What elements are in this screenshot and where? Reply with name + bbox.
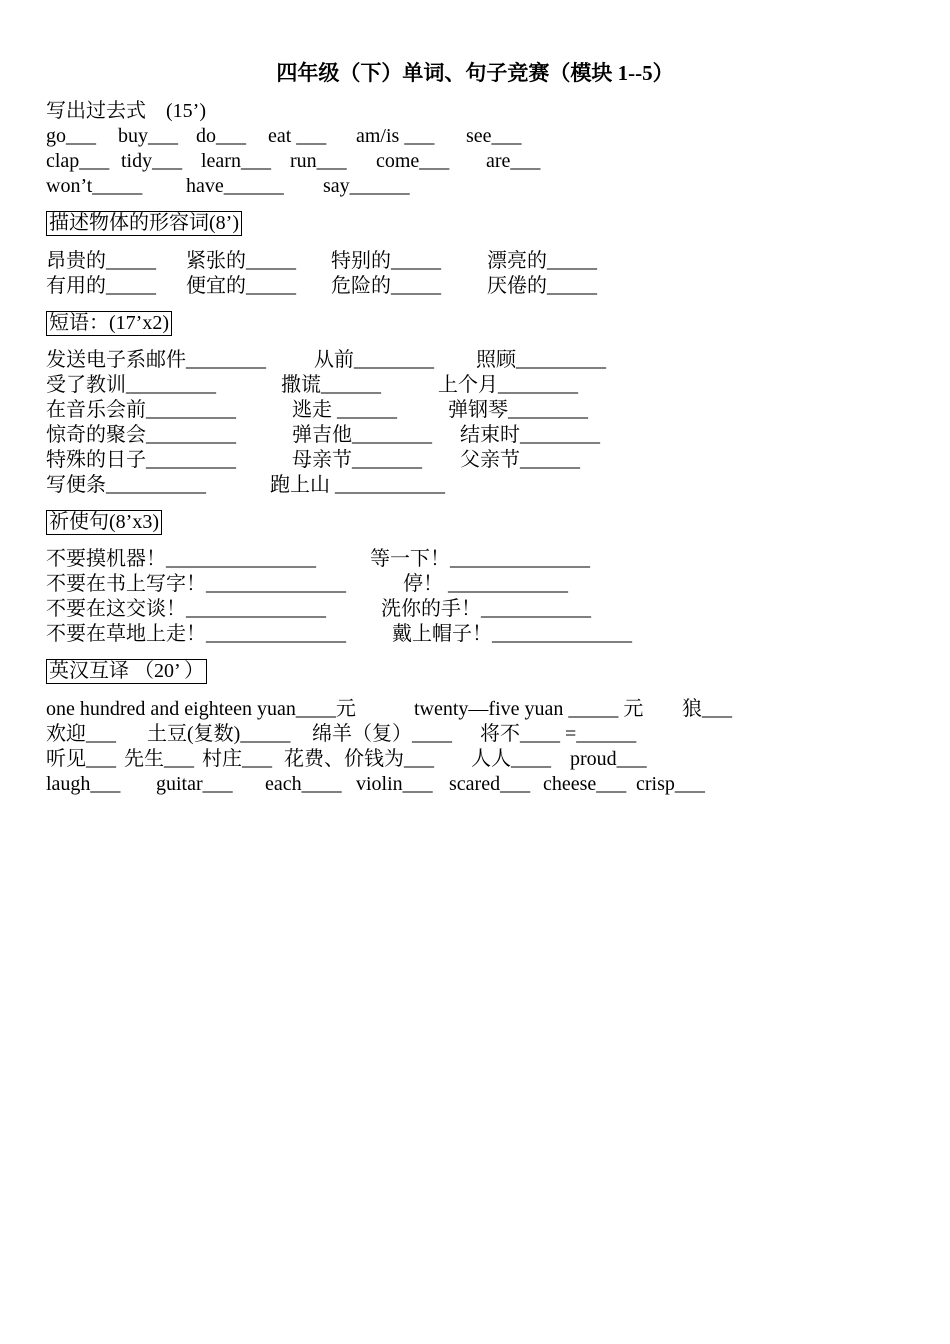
phrase-item: 写便条__________ xyxy=(46,474,206,496)
sentence-item: 不要摸机器！_______________ xyxy=(46,548,316,570)
word-item: do___ xyxy=(196,125,246,147)
translation-item: guitar___ xyxy=(156,773,233,795)
phrase-item: 弹钢琴________ xyxy=(448,399,588,421)
imperatives-row-2 xyxy=(46,572,568,597)
translation-item: 欢迎___ xyxy=(46,723,116,745)
translation-item: proud___ xyxy=(570,748,647,770)
phrase-item: 照顾_________ xyxy=(476,349,606,371)
phrase-item: 在音乐会前_________ xyxy=(46,399,236,421)
translation-item: 花费、价钱为___ xyxy=(284,748,434,770)
phrase-item: 发送电子系邮件________ xyxy=(46,349,266,371)
translation-row-2 xyxy=(46,722,637,747)
phrase-item: 惊奇的聚会_________ xyxy=(46,424,236,446)
imperatives-row-3 xyxy=(46,597,591,622)
past-tense-row-1 xyxy=(46,124,522,149)
sentence-item: 等一下！______________ xyxy=(370,548,590,570)
word-item: 昂贵的_____ xyxy=(46,250,156,272)
past-tense-row-3 xyxy=(46,174,410,199)
translation-item: scared___ xyxy=(449,773,531,795)
translation-item: violin___ xyxy=(356,773,433,795)
word-item: buy___ xyxy=(118,125,178,147)
phrase-item: 父亲节______ xyxy=(460,449,580,471)
translation-row-3 xyxy=(46,747,647,772)
phrases-row-2 xyxy=(46,373,578,398)
translation-item: 先生___ xyxy=(124,748,194,770)
word-item: tidy___ xyxy=(121,150,183,172)
sentence-item: 不要在这交谈！______________ xyxy=(46,598,326,620)
imperatives-heading: 祈使句(8’x3) xyxy=(46,510,162,535)
translation-item: 人人____ xyxy=(471,748,551,770)
phrases-row-6 xyxy=(46,473,445,498)
word-item: 紧张的_____ xyxy=(186,250,296,272)
sentence-item: 戴上帽子！______________ xyxy=(392,623,632,645)
word-item: 危险的_____ xyxy=(331,275,441,297)
translation-item: twenty—five yuan _____ 元 xyxy=(414,698,644,720)
word-item: 漂亮的_____ xyxy=(487,250,597,272)
phrases-heading: 短语：(17’x2) xyxy=(46,311,172,336)
translation-item: 绵羊（复）____ xyxy=(312,723,452,745)
translation-item: one hundred and eighteen yuan____元 xyxy=(46,698,356,720)
phrases-row-5 xyxy=(46,448,580,473)
phrase-item: 受了教训_________ xyxy=(46,374,216,396)
translation-heading: 英汉互译 （20’ ） xyxy=(46,659,207,684)
phrases-row-1 xyxy=(46,348,606,373)
word-item: am/is ___ xyxy=(356,125,435,147)
phrases-row-3 xyxy=(46,398,588,423)
translation-item: laugh___ xyxy=(46,773,121,795)
page-title: 四年级（下）单词、句子竞赛（模块 1--5） xyxy=(276,61,674,85)
phrase-item: 逃走 ______ xyxy=(292,399,397,421)
word-item: won’t_____ xyxy=(46,175,143,197)
word-item: learn___ xyxy=(201,150,271,172)
phrase-item: 弹吉他________ xyxy=(292,424,432,446)
word-item: see___ xyxy=(466,125,522,147)
adjectives-heading: 描述物体的形容词(8’) xyxy=(46,211,242,236)
phrase-item: 结束时________ xyxy=(460,424,600,446)
translation-row-4 xyxy=(46,772,705,797)
phrase-item: 从前________ xyxy=(314,349,434,371)
translation-item: cheese___ xyxy=(543,773,627,795)
translation-row-1 xyxy=(46,697,732,722)
translation-item: each____ xyxy=(265,773,342,795)
sentence-item: 洗你的手！___________ xyxy=(381,598,591,620)
sentence-item: 不要在草地上走！______________ xyxy=(46,623,346,645)
word-item: eat ___ xyxy=(268,125,327,147)
word-item: 厌倦的_____ xyxy=(487,275,597,297)
sentence-item: 停！ ____________ xyxy=(403,573,568,595)
word-item: run___ xyxy=(290,150,347,172)
sentence-item: 不要在书上写字！______________ xyxy=(46,573,346,595)
translation-item: 土豆(复数)_____ xyxy=(147,723,291,745)
past-tense-row-2 xyxy=(46,149,541,174)
past-tense-heading: 写出过去式 (15’) xyxy=(46,100,206,122)
phrase-item: 撒谎______ xyxy=(281,374,381,396)
phrase-item: 上个月________ xyxy=(438,374,578,396)
translation-item: 狼___ xyxy=(682,698,732,720)
word-item: 有用的_____ xyxy=(46,275,156,297)
phrases-row-4 xyxy=(46,423,600,448)
adjectives-row-1 xyxy=(46,249,597,274)
phrase-item: 特殊的日子_________ xyxy=(46,449,236,471)
imperatives-row-1 xyxy=(46,547,590,572)
word-item: are___ xyxy=(486,150,541,172)
word-item: 特别的_____ xyxy=(331,250,441,272)
word-item: come___ xyxy=(376,150,450,172)
translation-item: 听见___ xyxy=(46,748,116,770)
adjectives-row-2 xyxy=(46,274,597,299)
word-item: go___ xyxy=(46,125,96,147)
translation-item: 村庄___ xyxy=(202,748,272,770)
imperatives-row-4 xyxy=(46,622,632,647)
word-item: have______ xyxy=(186,175,284,197)
phrase-item: 母亲节_______ xyxy=(292,449,422,471)
word-item: say______ xyxy=(323,175,410,197)
word-item: 便宜的_____ xyxy=(186,275,296,297)
translation-item: crisp___ xyxy=(636,773,705,795)
word-item: clap___ xyxy=(46,150,110,172)
translation-item: 将不____ =______ xyxy=(480,723,637,745)
phrase-item: 跑上山 ___________ xyxy=(270,474,445,496)
